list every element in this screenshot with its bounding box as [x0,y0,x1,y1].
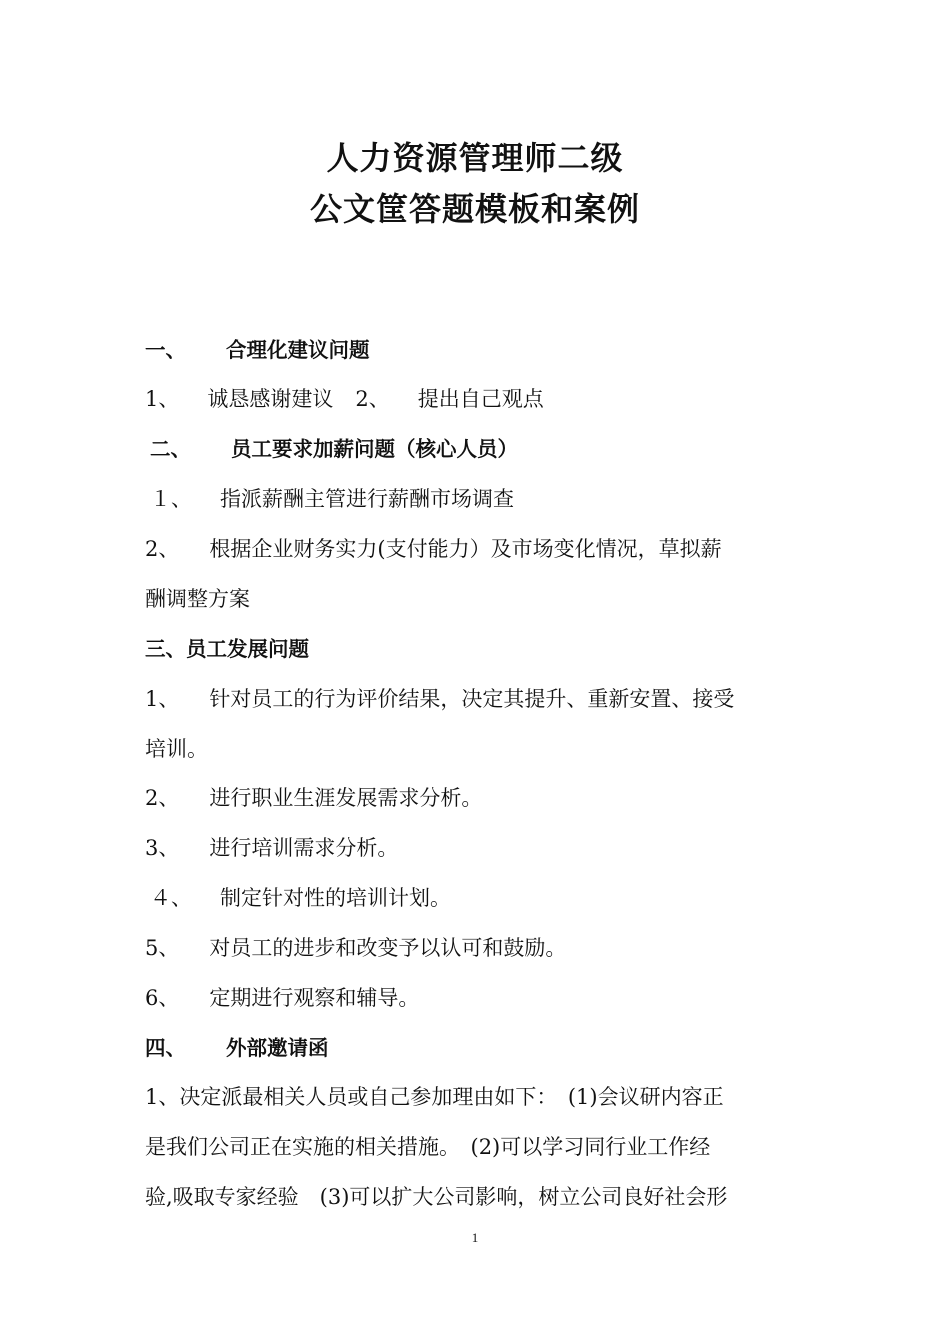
section-2-heading [150,435,518,463]
section-4-item-1-line-3: 验,吸取专家经验 (3)可以扩大公司影响，树立公司良好社会形 [145,1185,728,1209]
section-1-item-2-number: 2、 [355,387,390,411]
page-number: 1 [471,1230,479,1245]
section-3-item-1-text-line-1: 针对员工的行为评价结果，决定其提升、重新安置、接受 [209,687,735,711]
section-1-item-2-text: 提出自己观点 [417,387,544,411]
section-2-item-1-number: １、 [150,487,192,511]
section-1-item-1-text: 诚恳感谢建议 [207,387,334,411]
section-3-item-2-text: 进行职业生涯发展需求分析。 [209,786,483,810]
document-title-line-1: 人力资源管理师二级 [326,139,624,177]
section-3-item-5-number: 5、 [145,936,180,960]
section-3-item-2-number: 2、 [145,786,180,810]
section-2-heading-text: 员工要求加薪问题（核心人员） [231,437,518,461]
section-3-item-6-number: 6、 [145,986,180,1010]
section-4-heading-text: 外部邀请函 [226,1036,329,1060]
section-2-item-2-number: 2、 [145,537,180,561]
section-2-heading-number: 二、 [150,437,191,461]
section-4-item-1-line-1: 1、决定派最相关人员或自己参加理由如下： (1)会议研内容正 [145,1085,724,1109]
section-1-item-1-number: 1、 [145,387,180,411]
section-4-heading [145,1034,329,1062]
section-2-item-1-text: 指派薪酬主管进行薪酬市场调查 [220,487,514,511]
section-3-item-4 [150,884,451,912]
section-2-item-2 [145,535,722,563]
section-3-item-3 [145,834,398,862]
section-1-heading [145,336,370,364]
section-3-item-4-text: 制定针对性的培训计划。 [220,886,451,910]
section-2-item-2-text-line-1: 根据企业财务实力(支付能力）及市场变化情况，草拟薪 [209,537,722,561]
section-1-heading-text: 合理化建议问题 [226,338,370,362]
section-4-item-1-line-2: 是我们公司正在实施的相关措施。 (2)可以学习同行业工作经 [145,1135,711,1159]
section-3-item-1-continued: 培训。 [145,737,208,761]
section-1-items [145,385,544,413]
section-3-item-1-number: 1、 [145,687,180,711]
section-2-item-1 [150,485,514,513]
section-3-item-2 [145,784,482,812]
section-3-item-3-number: 3、 [145,836,180,860]
section-3-item-5-text: 对员工的进步和改变予以认可和鼓励。 [209,936,567,960]
section-3-item-3-text: 进行培训需求分析。 [209,836,399,860]
section-3-heading: 三、员工发展问题 [145,637,309,661]
section-2-item-2-continued: 酬调整方案 [145,587,250,611]
section-3-item-1 [145,685,734,713]
document-title-line-2: 公文筐答题模板和案例 [309,190,640,228]
section-3-item-4-number: ４、 [150,886,192,910]
section-3-item-6 [145,984,419,1012]
section-4-heading-number: 四、 [145,1036,186,1060]
section-1-heading-number: 一、 [145,338,186,362]
section-3-item-5 [145,934,566,962]
section-3-item-6-text: 定期进行观察和辅导。 [209,986,420,1010]
